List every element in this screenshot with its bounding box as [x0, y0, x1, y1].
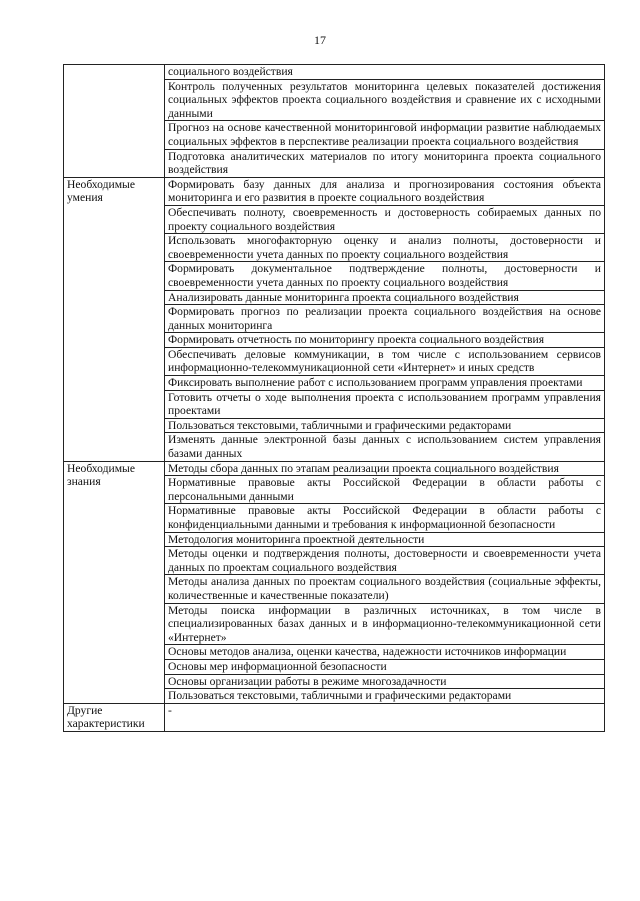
section-item: Основы организации работы в режиме многозадачности	[165, 674, 605, 689]
section-item: Формировать базу данных для анализа и прогнозирования состояния объекта мониторинга и его развития в проекте социального воздействия	[165, 177, 605, 205]
section-item: Пользоваться текстовыми, табличными и графическими редакторами	[165, 689, 605, 704]
section-item: Методы сбора данных по этапам реализации проекта социального воздействия	[165, 461, 605, 476]
section-item: Методы поиска информации в различных источниках, в том числе в специализированных базах данных и в информационно-телекоммуникационной сети «Интернет»	[165, 603, 605, 645]
labor-function-table	[63, 64, 605, 732]
table-row	[64, 65, 605, 80]
section-item: Фиксировать выполнение работ с использованием программ управления проектами	[165, 376, 605, 391]
section-item: Нормативные правовые акты Российской Федерации в области работы с конфиденциальными данными и требования к информационной безопасности	[165, 504, 605, 532]
section-item: Прогноз на основе качественной мониторинговой информации развитие наблюдаемых социальных эффектов в перспективе реализации проекта социального воздействия	[165, 121, 605, 149]
section-item: Обеспечивать деловые коммуникации, в том числе с использованием сервисов информационно-телекоммуникационной сети «Интернет» и иных средств	[165, 347, 605, 375]
section-item: Формировать прогноз по реализации проекта социального воздействия на основе данных мониторинга	[165, 305, 605, 333]
section-item: Методы оценки и подтверждения полноты, достоверности и своевременности учета данных по проектам социального воздействия	[165, 547, 605, 575]
section-item: Изменять данные электронной базы данных с использованием систем управления базами данных	[165, 433, 605, 461]
section-item: социального воздействия	[165, 65, 605, 80]
section-item: Контроль полученных результатов мониторинга целевых показателей достижения социальных эффектов проекта социального воздействия и сравнение их с исходными данными	[165, 79, 605, 121]
section-item: Основы методов анализа, оценки качества, надежности источников информации	[165, 645, 605, 660]
table-row	[64, 461, 605, 476]
section-label: Необходимые умения	[64, 177, 165, 461]
section-item: Подготовка аналитических материалов по итогу мониторинга проекта социального воздействия	[165, 149, 605, 177]
section-item: Методология мониторинга проектной деятельности	[165, 532, 605, 547]
section-label: Необходимые знания	[64, 461, 165, 703]
section-item: Формировать отчетность по мониторингу проекта социального воздействия	[165, 333, 605, 348]
section-label: Другие характеристики	[64, 703, 165, 731]
section-item: Анализировать данные мониторинга проекта социального воздействия	[165, 290, 605, 305]
section-item: Пользоваться текстовыми, табличными и графическими редакторами	[165, 418, 605, 433]
section-item: Основы мер информационной безопасности	[165, 659, 605, 674]
page-number: 17	[314, 33, 326, 47]
section-item: Методы анализа данных по проектам социального воздействия (социальные эффекты, количественные и качественные показатели)	[165, 575, 605, 603]
section-item: Использовать многофакторную оценку и анализ полноты, достоверности и своевременности учета данных по проекту социального воздействия	[165, 234, 605, 262]
section-item: Нормативные правовые акты Российской Федерации в области работы с персональными данными	[165, 476, 605, 504]
section-item: Готовить отчеты о ходе выполнения проекта с использованием программ управления проектами	[165, 390, 605, 418]
section-item: Обеспечивать полноту, своевременность и достоверность собираемых данных по проекту социального воздействия	[165, 205, 605, 233]
section-label	[64, 65, 165, 178]
table-row	[64, 703, 605, 731]
section-item: Формировать документальное подтверждение полноты, достоверности и своевременности учета данных по проекту социального воздействия	[165, 262, 605, 290]
section-item: -	[165, 703, 605, 731]
table-row	[64, 177, 605, 205]
